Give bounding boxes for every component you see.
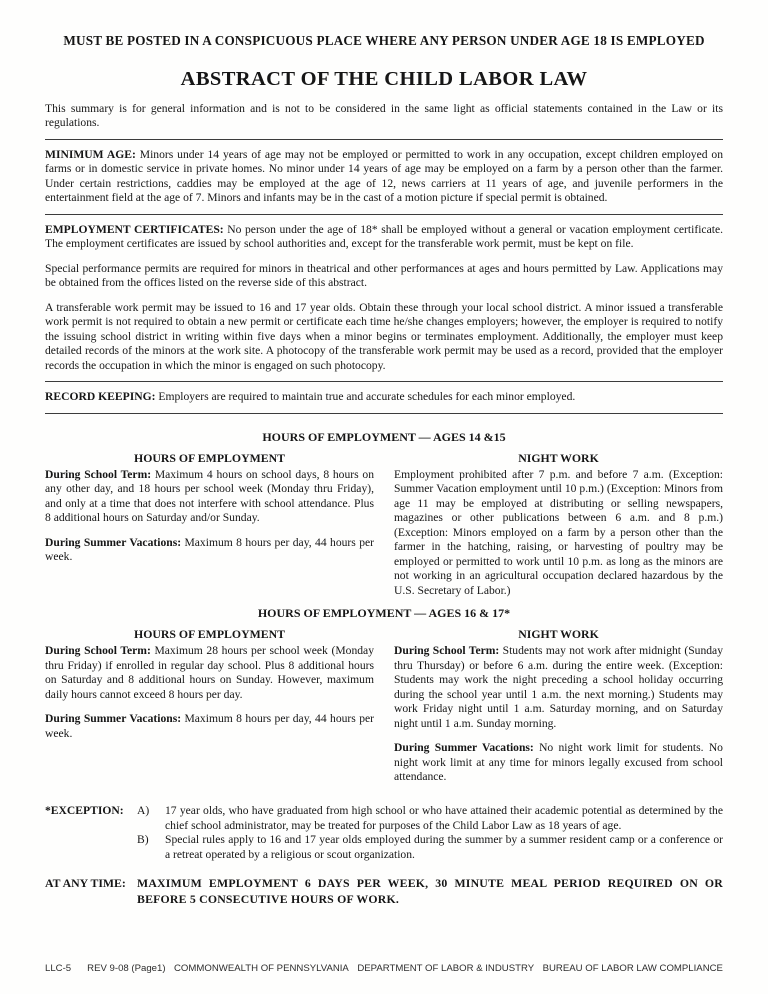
exception-item-b-marker: B)	[137, 833, 149, 847]
record-keeping-paragraph	[45, 390, 723, 404]
summer-vacations-text: Maximum 8 hours per day, 44 hours per week.	[45, 712, 375, 740]
school-term-label: During School Term:	[45, 644, 151, 658]
ages-14-15-school-term-paragraph	[45, 468, 374, 526]
summer-vacations-label: During Summer Vacations:	[45, 712, 182, 726]
exception-item-a-marker: A)	[137, 804, 150, 818]
employment-certificates-paragraph	[45, 223, 723, 252]
footer-revision: REV 9-08 (Page1)	[87, 963, 166, 974]
transferable-permit-paragraph: A transferable work permit may be issued to 16 and 17 year olds. Obtain these through your local school district. A minor issued a transferable work permit is not required to obtain a new permit or certificate each time he/she changes employers; however, the employer is required to notify the issuing school district in writing within five days when a minor begins or terminates employment. Additionally, the employer must keep detailed records of the minors at the work site. A photocopy of the transferable work permit may be used as a record, provided that the employer records the occupation in which the minor is engaged on such photocopy.	[45, 300, 723, 372]
ages-16-17-night-heading: NIGHT WORK	[518, 627, 599, 642]
footer-commonwealth: COMMONWEALTH OF PENNSYLVANIA	[174, 963, 349, 974]
page-title: ABSTRACT OF THE CHILD LABOR LAW	[180, 68, 588, 90]
ages-16-17-heading: HOURS OF EMPLOYMENT — AGES 16 & 17*	[257, 606, 511, 621]
exception-item-b	[137, 833, 723, 862]
section-divider	[45, 381, 723, 382]
school-term-label: During School Term:	[45, 467, 152, 481]
special-permits-paragraph: Special performance permits are required for minors in theatrical and other performances at ages and hours permitted by Law. Applications may be obtained from the offices listed on the reverse side of this abstract.	[45, 261, 723, 290]
ages-14-15-columns	[45, 451, 723, 598]
section-divider	[45, 139, 723, 140]
ages-16-17-summer-paragraph	[45, 712, 374, 741]
employment-certificates-text: No person under the age of 18* shall be employed without a general or vacation employment certificate. The employment certificates are issued by school authorities and, except for the transferable work permit, must be kept on file.	[45, 222, 723, 251]
ages-16-17-columns	[45, 627, 723, 784]
ages-16-17-night-column	[394, 627, 723, 784]
ages-16-17-hours-column	[45, 627, 374, 784]
school-term-text: Maximum 4 hours on school days, 8 hours on any other day, and 18 hours per school week (Monday thru Friday), and only at a time that does not interfere with school attendance. Plus 8 additional hours on Saturday and/or Sunday.	[45, 467, 374, 525]
intro-paragraph: This summary is for general information and is not to be considered in the same light as official statements contained in the Law or its regulations.	[45, 102, 723, 130]
footer-form-code: LLC-5	[45, 963, 72, 974]
exception-item-a-text: 17 year olds, who have graduated from high school or who have attained their academic potential as determined by the chief school administrator, may be treated for purposes of the Child Labor Law as 18 years of age.	[165, 804, 723, 832]
ages-14-15-hours-heading: HOURS OF EMPLOYMENT	[134, 450, 285, 465]
at-any-time-label: AT ANY TIME:	[45, 876, 126, 891]
section-divider	[45, 413, 723, 414]
ages-16-17-night-school-paragraph	[394, 644, 723, 731]
footer-form-info	[45, 963, 166, 974]
ages-16-17-hours-heading: HOURS OF EMPLOYMENT	[134, 627, 285, 642]
footer-bureau: BUREAU OF LABOR LAW COMPLIANCE	[542, 963, 723, 974]
summer-vacations-label: During Summer Vacations:	[45, 535, 182, 549]
ages-14-15-summer-paragraph	[45, 536, 374, 565]
minimum-age-paragraph	[45, 148, 723, 206]
exception-item-a	[137, 804, 723, 833]
summer-vacations-text: Maximum 8 hours per day, 44 hours per week.	[45, 535, 375, 564]
ages-16-17-school-term-paragraph	[45, 644, 374, 702]
employment-certificates-label: EMPLOYMENT CERTIFICATES:	[45, 222, 224, 236]
footer-department: DEPARTMENT OF LABOR & INDUSTRY	[357, 963, 535, 974]
school-term-text: Maximum 28 hours per school week (Monday thru Friday) if enrolled in regular day school. Plus 8 additional hours on Saturday and 8 additional hours on Sunday. However, maximum daily hours cannot exceed 8 hours per day.	[45, 644, 374, 701]
summer-vacations-label: During Summer Vacations:	[394, 741, 534, 755]
night-summer-text: No night work limit for students. No night work limit at any time for minors legally excused from school attendance.	[394, 741, 723, 783]
at-any-time-text: MAXIMUM EMPLOYMENT 6 DAYS PER WEEK, 30 MINUTE MEAL PERIOD REQUIRED ON OR BEFORE 5 CONSECUTIVE HOURS OF WORK.	[137, 876, 723, 906]
at-any-time-block	[45, 876, 723, 907]
school-term-label: During School Term:	[394, 644, 500, 658]
ages-14-15-night-column	[394, 451, 723, 598]
record-keeping-text: Employers are required to maintain true and accurate schedules for each minor employed.	[155, 390, 576, 404]
minimum-age-text: Minors under 14 years of age may not be employed or permitted to work in any occupation, except children employed on farms or in domestic service in private homes. No minor under 14 years of age may be employed on a farm by a person other than the farmer. Under certain restrictions, caddies may be employed at the age of 12, news carriers at 11 years of age, and juvenile performers in the entertainment field at the age of 7. Minors and infants may be in the cast of a motion picture if special permit is obtained.	[45, 147, 724, 205]
exception-item-b-text: Special rules apply to 16 and 17 year olds employed during the summer by a summer resident camp or a conference or a retreat operated by a religious or scout organization.	[165, 833, 723, 861]
section-divider	[45, 214, 723, 215]
ages-14-15-night-heading: NIGHT WORK	[518, 450, 599, 465]
ages-14-15-heading: HOURS OF EMPLOYMENT — AGES 14 &15	[262, 429, 506, 444]
ages-16-17-night-summer-paragraph	[394, 741, 723, 784]
ages-14-15-night-paragraph: Employment prohibited after 7 p.m. and before 7 a.m. (Exception: Summer Vacation employment until 10 p.m.) (Exception: Minors from age 11 may be employed at distributing or selling newspapers, magazines or other publications between 6 a.m. and 8 p.m.) (Exception: Minors employed on a farm by a person other than the farmer in the hatching, raising, or harvesting of poultry may be employed or permitted to work until 10 p.m. as long as the minors are not working in an agricultural occupation declared hazardous by the U.S. Secretary of Labor.)	[394, 467, 723, 597]
exception-label: *EXCEPTION:	[45, 804, 124, 818]
night-school-term-text: Students may not work after midnight (Sunday thru Thursday) or before 6 a.m. during the entire week. (Exception: Students may work the night preceding a school holiday occurring during the school year until 1 a.m. the next morning.) Students may work Friday night until 1 a.m. Saturday morning, and on Saturday night until 1 a.m. Sunday morning.	[394, 644, 724, 730]
exception-block	[45, 804, 723, 862]
record-keeping-label: RECORD KEEPING:	[45, 390, 156, 404]
document-footer	[45, 953, 723, 974]
minimum-age-label: MINIMUM AGE:	[45, 147, 136, 161]
ages-14-15-hours-column	[45, 451, 374, 598]
exception-items	[137, 804, 723, 862]
posting-notice: MUST BE POSTED IN A CONSPICUOUS PLACE WHERE ANY PERSON UNDER AGE 18 IS EMPLOYED	[63, 33, 705, 48]
